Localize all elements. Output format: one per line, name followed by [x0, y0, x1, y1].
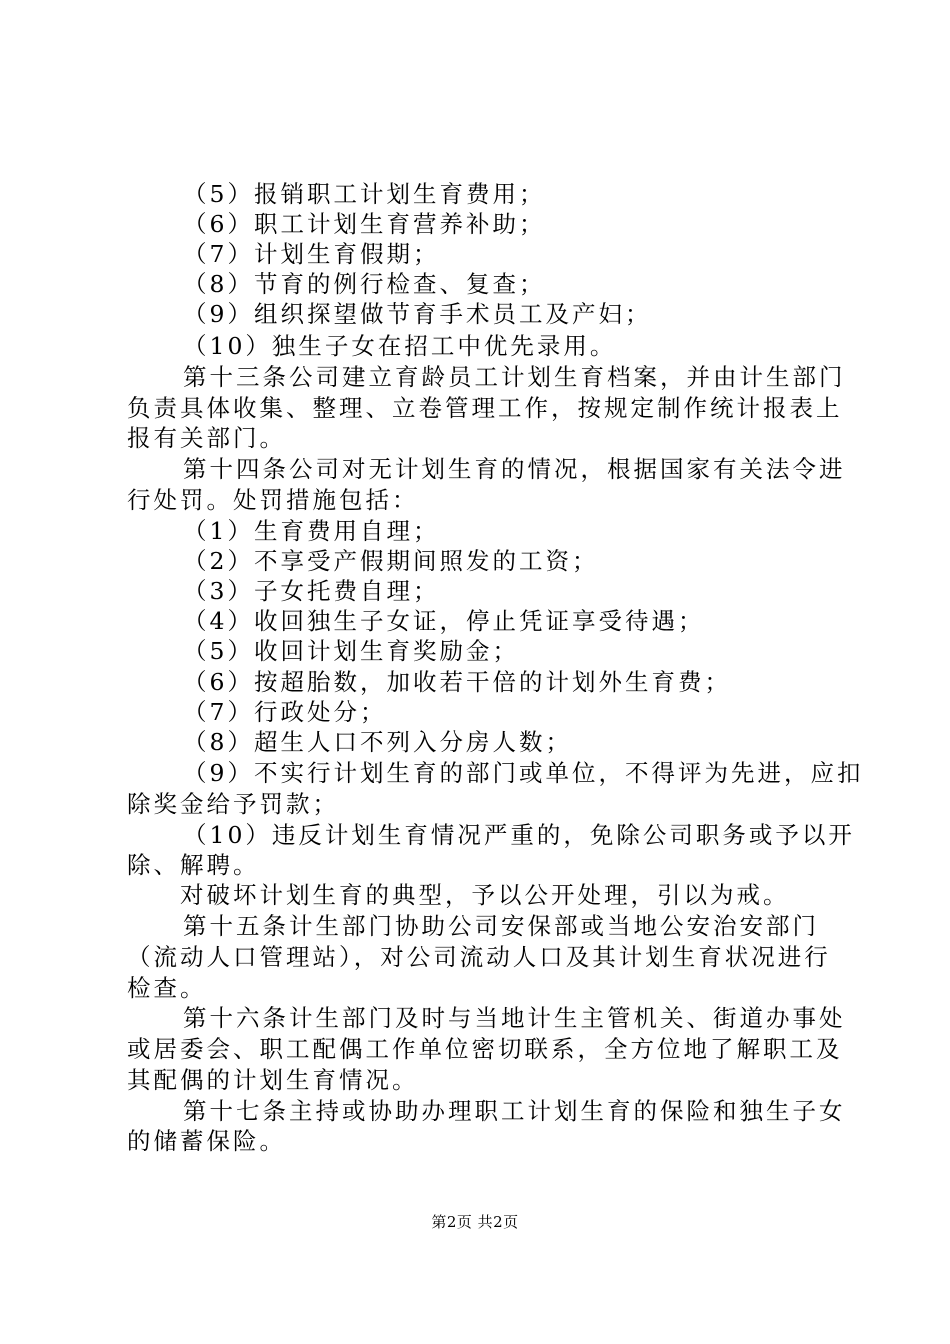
text-line: （5）收回计划生育奖励金； [183, 637, 519, 665]
text-line: （7）计划生育假期； [183, 240, 440, 268]
text-line: （9）组织探望做节育手术员工及产妇； [183, 300, 652, 328]
page-number-footer: 第2页 共2页 [431, 1213, 519, 1231]
text-line: （3）子女托费自理； [183, 577, 440, 605]
text-line: 除、解聘。 [127, 851, 260, 879]
text-line: 或居委会、职工配偶工作单位密切联系，全方位地了解职工及 [127, 1035, 843, 1063]
text-line: 负责具体收集、整理、立卷管理工作，按规定制作统计报表上 [127, 394, 843, 422]
text-line: （流动人口管理站），对公司流动人口及其计划生育状况进行 [127, 943, 831, 971]
text-line: 报有关部门。 [127, 424, 286, 452]
text-line: （10）违反计划生育情况严重的，免除公司职务或予以开 [183, 821, 855, 849]
text-line: （6）按超胎数，加收若干倍的计划外生育费； [183, 668, 731, 696]
text-line: （9）不实行计划生育的部门或单位，不得评为先进，应扣 [183, 759, 864, 787]
text-line: （6）职工计划生育营养补助； [183, 210, 546, 238]
text-line: 对破坏计划生育的典型，予以公开处理，引以为戒。 [180, 881, 790, 909]
text-line: （2）不享受产假期间照发的工资； [183, 547, 599, 575]
text-line: 的储蓄保险。 [127, 1127, 286, 1155]
text-line: （10）独生子女在招工中优先录用。 [183, 332, 617, 360]
text-line: 第十四条公司对无计划生育的情况，根据国家有关法令进 [183, 455, 846, 483]
text-line: 第十三条公司建立育龄员工计划生育档案，并由计生部门 [183, 363, 846, 391]
text-line: 检查。 [127, 974, 207, 1002]
text-line: 第十五条计生部门协助公司安保部或当地公安治安部门 [183, 912, 819, 940]
text-line: 行处罚。处罚措施包括： [127, 486, 419, 514]
text-line: 除奖金给予罚款； [127, 790, 339, 818]
text-line: （8）超生人口不列入分房人数； [183, 728, 572, 756]
text-line: （4）收回独生子女证，停止凭证享受待遇； [183, 607, 705, 635]
text-line: 第十七条主持或协助办理职工计划生育的保险和独生子女 [183, 1097, 846, 1125]
text-line: 其配偶的计划生育情况。 [127, 1066, 419, 1094]
text-line: （8）节育的例行检查、复查； [183, 270, 546, 298]
text-line: （7）行政处分； [183, 698, 387, 726]
text-line: 第十六条计生部门及时与当地计生主管机关、街道办事处 [183, 1004, 846, 1032]
text-line: （1）生育费用自理； [183, 517, 440, 545]
text-line: （5）报销职工计划生育费用； [183, 180, 546, 208]
